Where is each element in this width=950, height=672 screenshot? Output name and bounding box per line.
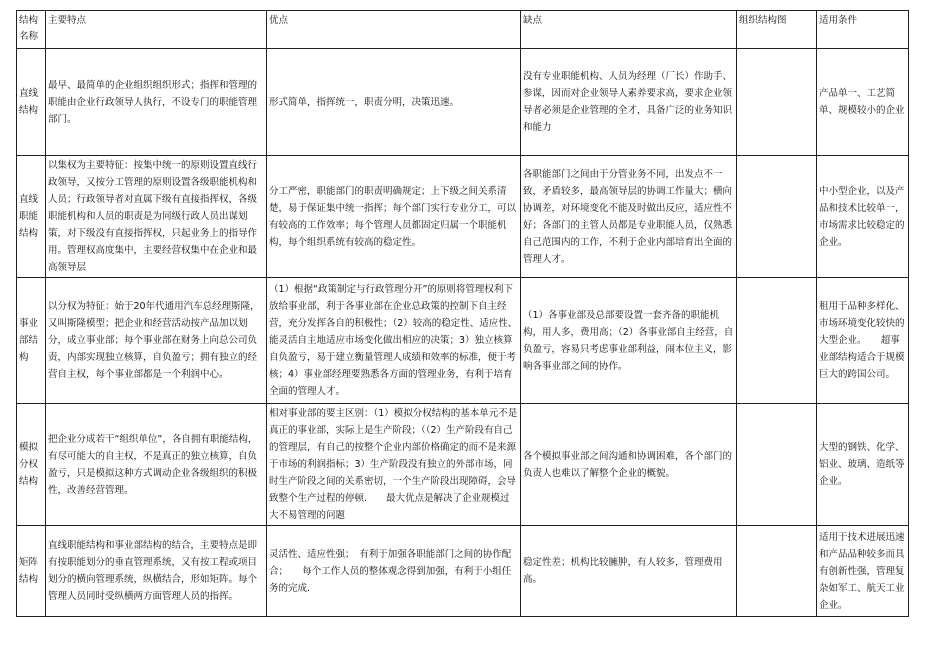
advantages-cell: 相对事业部的要主区别：（1）模拟分权结构的基本单元不是真正的事业部，实际上是生产阶段；（（2）生产阶段有自己的管理层，有自己的按整个企业内部价格确定的而不是来源于市场的利润指标；3）生产阶段没有独立的外部市场，同时生产阶段之间的关系密切，一个生产阶段出现障碍，会导致整个生产过程的停顿. 最大优点是解决了企业规模过大不易管理的问题	[267, 404, 521, 526]
header-diagram: 组织结构图	[737, 11, 817, 49]
disadvantages-cell: 稳定性差；机构比较臃肿，有人较多，管理费用高。	[521, 526, 737, 617]
header-row	[17, 11, 909, 49]
diagram-cell	[737, 278, 817, 404]
org-structure-table	[16, 10, 909, 617]
structure-name: 直线结构	[17, 49, 46, 156]
disadvantages-cell: 各职能部门之间由于分管业务不同，出发点不一致，矛盾较多，最高领导层的协调工作量大；横向协调差，对环境变化不能及时做出反应，适应性不好；各部门的主管人员都是专业职能人员，仅熟悉自己范围内的工作，不利于企业内部培育出全面的管理人才。	[521, 156, 737, 278]
header-features: 主要特点	[46, 11, 267, 49]
table-row	[17, 278, 909, 404]
disadvantages-cell: （1）各事业部及总部要设置一套齐备的职能机构，用人多，费用高；（2）各事业部自主经营，自负盈亏，容易只考虑事业部利益，闹本位主义，影响各事业部之间的协作。	[521, 278, 737, 404]
features-cell: 以集权为主要特征：按集中统一的原则设置直线行政领导，又按分工管理的原则设置各级职能机构和人员；行政领导者对直属下级有直接指挥权，各级职能机构和人员的职责是为同级行政人员出谋划策，对下级没有直接指挥权，只起业务上的指导作用。管理权高度集中，主要经营权集中在企业和最高领导层	[46, 156, 267, 278]
structure-name: 矩阵结构	[17, 526, 46, 617]
structure-name: 事业部结构	[17, 278, 46, 404]
diagram-cell	[737, 526, 817, 617]
diagram-cell	[737, 49, 817, 156]
conditions-cell: 租用于品种多样化、市场环境变化较快的大型企业。 超事业部结构适合于规模巨大的跨国公司。	[817, 278, 909, 404]
header-name: 结构名称	[17, 11, 46, 49]
table-row	[17, 404, 909, 526]
diagram-cell	[737, 156, 817, 278]
conditions-cell: 大型的钢铁、化学、铝业、玻璃、造纸等企业。	[817, 404, 909, 526]
features-cell: 以分权为特征：始于20年代通用汽车总经理斯隆，又叫斯隆模型；把企业和经营活动按产品加以划分，成立事业部；每个事业部在财务上向总公司负责，内部实现独立核算，自负盈亏；拥有独立的经营自主权，每个事业部都是一个利润中心。	[46, 278, 267, 404]
disadvantages-cell: 没有专业职能机构、人员为经理（厂长）作助手、参谋，因而对企业领导人素养要求高，要求企业领导者必须是企业管理的全才，具备广泛的业务知识和能力	[521, 49, 737, 156]
header-advantages: 优点	[267, 11, 521, 49]
table-row	[17, 49, 909, 156]
features-cell: 直线职能结构和事业部结构的结合，主要特点是即有按职能划分的垂直管理系统，又有按工程或项目划分的横向管理系统，纵横结合，形如矩阵。每个管理人员同时受纵横两方面管理人员的指挥。	[46, 526, 267, 617]
table-row	[17, 156, 909, 278]
features-cell: 最早、最简单的企业组织组织形式；指挥和管理的职能由企业行政领导人执行，不设专门的职能管理部门。	[46, 49, 267, 156]
structure-name: 直线职能结构	[17, 156, 46, 278]
disadvantages-cell: 各个模拟事业部之间沟通和协调困难，各个部门的负责人也难以了解整个企业的概貌。	[521, 404, 737, 526]
table-row	[17, 526, 909, 617]
features-cell: 把企业分成若干“组织单位”，各自拥有职能结构，有尽可能大的自主权，不是真正的独立核算，自负盈亏，只是模拟这种方式调动企业各级组织的积极性，改善经营管理。	[46, 404, 267, 526]
advantages-cell: 形式简单，指挥统一，职责分明，决策迅速。	[267, 49, 521, 156]
advantages-cell: 灵活性、适应性强； 有利于加强各职能部门之间的协作配合； 每个工作人员的整体观念得到加强，有利于小组任务的完成.	[267, 526, 521, 617]
header-conditions: 适用条件	[817, 11, 909, 49]
advantages-cell: 分工严密，职能部门的职责明确规定；上下级之间关系清楚，易于保证集中统一指挥；每个部门实行专业分工，可以有较高的工作效率；每个管理人员都固定归属一个职能机构，每个组织系统有较高的稳定性。	[267, 156, 521, 278]
conditions-cell: 适用于技术进展迅速和产品品种较多而具有创新性强，管理复杂如军工、航天工业企业。	[817, 526, 909, 617]
advantages-cell: （1）根据“政策制定与行政管理分开”的原则将管理权利下放给事业部，利于各事业部在企业总政策的控制下自主经营，充分发挥各自的积极性；（2）较高的稳定性、适应性、能灵活自主地适应市场变化做出相应的决策；3）独立核算自负盈亏，易于建立衡量管理人成绩和效率的标准，便于考核；4）事业部经理要熟悉各方面的管理业务，有利于培育全面的管理人才。	[267, 278, 521, 404]
structure-name: 模拟分权结构	[17, 404, 46, 526]
conditions-cell: 中小型企业，以及产品和技术比较单一，市场需求比较稳定的企业。	[817, 156, 909, 278]
header-disadvantages: 缺点	[521, 11, 737, 49]
diagram-cell	[737, 404, 817, 526]
conditions-cell: 产品单一、工艺简单、规模较小的企业	[817, 49, 909, 156]
